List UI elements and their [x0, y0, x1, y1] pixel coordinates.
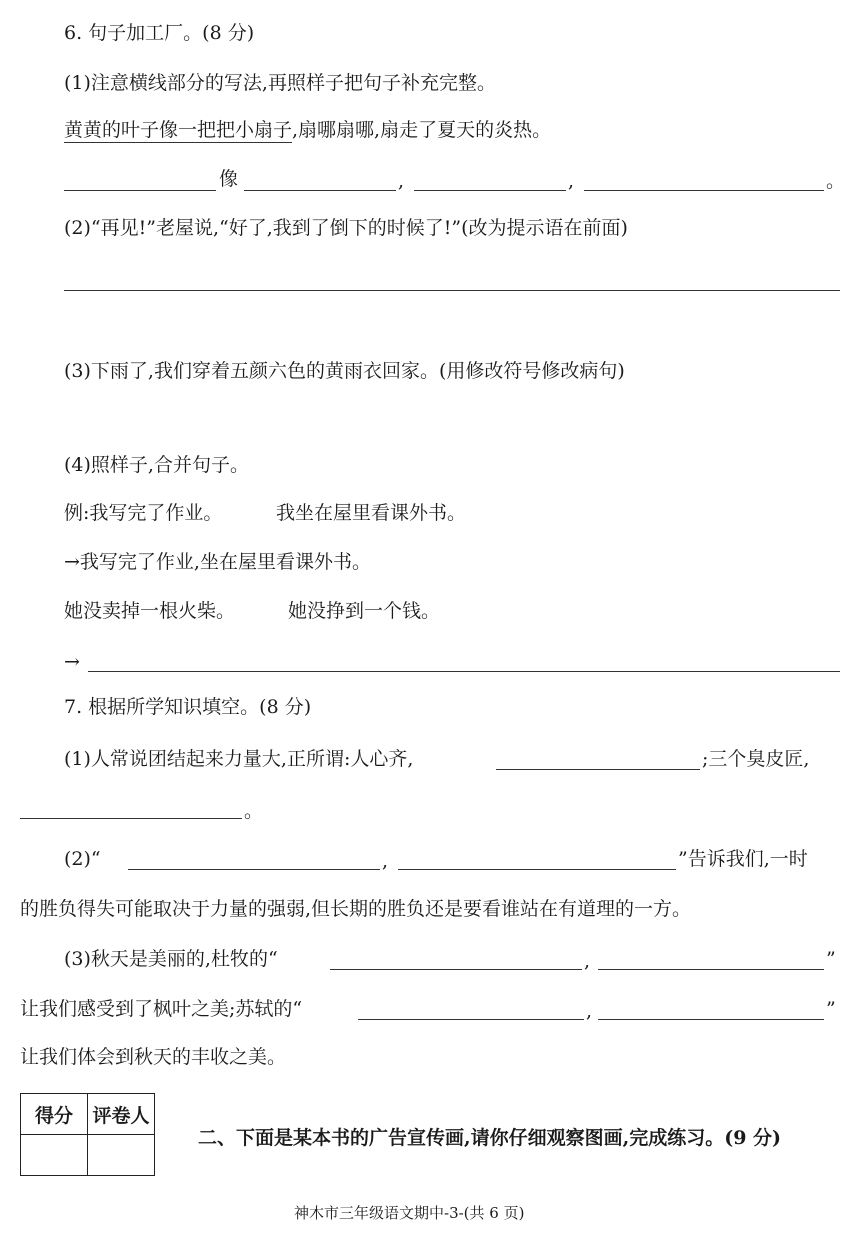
fill-blank-3[interactable]	[414, 190, 566, 191]
example-underlined-phrase: 黄黄的叶子像一把把小扇子	[64, 119, 293, 141]
arrow-icon: →	[64, 651, 80, 673]
q6-part1-instruction: (1)注意横线部分的写法,再照样子把句子补充完整。	[64, 72, 496, 94]
q7-part2-comma: ,	[382, 850, 389, 872]
fill-blank-1[interactable]	[64, 190, 216, 191]
q7-part1-end: 。	[244, 800, 264, 822]
fill-blank-4[interactable]	[584, 190, 824, 191]
fill-blank-2[interactable]	[244, 190, 396, 191]
q7-part1-middle: ;三个臭皮匠,	[702, 748, 810, 770]
q6-part4-task-b: 她没挣到一个钱。	[288, 600, 441, 622]
q6-part3-instruction: (3)下雨了,我们穿着五颜六色的黄雨衣回家。(用修改符号修改病句)	[64, 360, 625, 382]
grader-cell[interactable]	[88, 1135, 155, 1176]
q7-part3-blank-4[interactable]	[598, 1019, 824, 1020]
answer-line-part2[interactable]	[64, 290, 840, 291]
q6-part4-example-b: 我坐在屋里看课外书。	[276, 502, 467, 524]
q6-part4-example-result: →我写完了作业,坐在屋里看课外书。	[64, 551, 371, 573]
q7-part3-comma-1: ,	[584, 950, 591, 972]
q7-part2-line2: 的胜负得失可能取决于力量的强弱,但长期的胜负还是要看谁站在有道理的一方。	[20, 898, 692, 920]
q7-part2-blank-2[interactable]	[398, 869, 676, 870]
q6-part4-example-a: 例:我写完了作业。	[64, 502, 223, 524]
q6-heading: 6. 句子加工厂。(8 分)	[64, 22, 255, 44]
fill-like-word: 像	[219, 168, 239, 190]
q7-part3-blank-2[interactable]	[598, 969, 824, 970]
q6-part4-task-a: 她没卖掉一根火柴。	[64, 600, 236, 622]
q6-part4-instruction: (4)照样子,合并句子。	[64, 454, 249, 476]
q6-part1-example	[64, 117, 551, 143]
q7-part2-blank-1[interactable]	[128, 869, 380, 870]
q7-part2-start: (2)“	[64, 848, 101, 870]
q7-part3-blank-1[interactable]	[330, 969, 582, 970]
q7-part3-line2-start: 让我们感受到了枫叶之美;苏轼的“	[20, 998, 303, 1020]
q7-part3-quote-end-2: ”	[826, 998, 836, 1020]
q7-part1-blank-2[interactable]	[20, 818, 242, 819]
q7-part3-quote-end-1: ”	[826, 948, 836, 970]
fill-period: 。	[826, 170, 846, 192]
page-footer: 神木市三年级语文期中-3-(共 6 页)	[294, 1204, 525, 1222]
fill-comma-2: ,	[568, 170, 575, 192]
score-cell[interactable]	[21, 1135, 88, 1176]
q7-part1-blank-1[interactable]	[496, 769, 700, 770]
q7-part3-start: (3)秋天是美丽的,杜牧的“	[64, 948, 278, 970]
section2-title: 二、下面是某本书的广告宣传画,请你仔细观察图画,完成练习。(9 分)	[198, 1127, 782, 1149]
score-header: 得分	[21, 1094, 88, 1135]
answer-line-part4[interactable]	[88, 671, 840, 672]
score-table	[20, 1093, 155, 1176]
grader-header: 评卷人	[88, 1094, 155, 1135]
q7-heading: 7. 根据所学知识填空。(8 分)	[64, 696, 312, 718]
fill-comma-1: ,	[398, 170, 405, 192]
q7-part1-start: (1)人常说团结起来力量大,正所谓:人心齐,	[64, 748, 414, 770]
example-rest: ,扇哪扇哪,扇走了夏天的炎热。	[292, 119, 552, 141]
q7-part3-comma-2: ,	[586, 1000, 593, 1022]
q7-part3-line3: 让我们体会到秋天的丰收之美。	[20, 1046, 287, 1068]
q7-part3-blank-3[interactable]	[358, 1019, 584, 1020]
q7-part2-end: ”告诉我们,一时	[678, 848, 808, 870]
q6-part2-instruction: (2)“再见!”老屋说,“好了,我到了倒下的时候了!”(改为提示语在前面)	[64, 217, 628, 239]
